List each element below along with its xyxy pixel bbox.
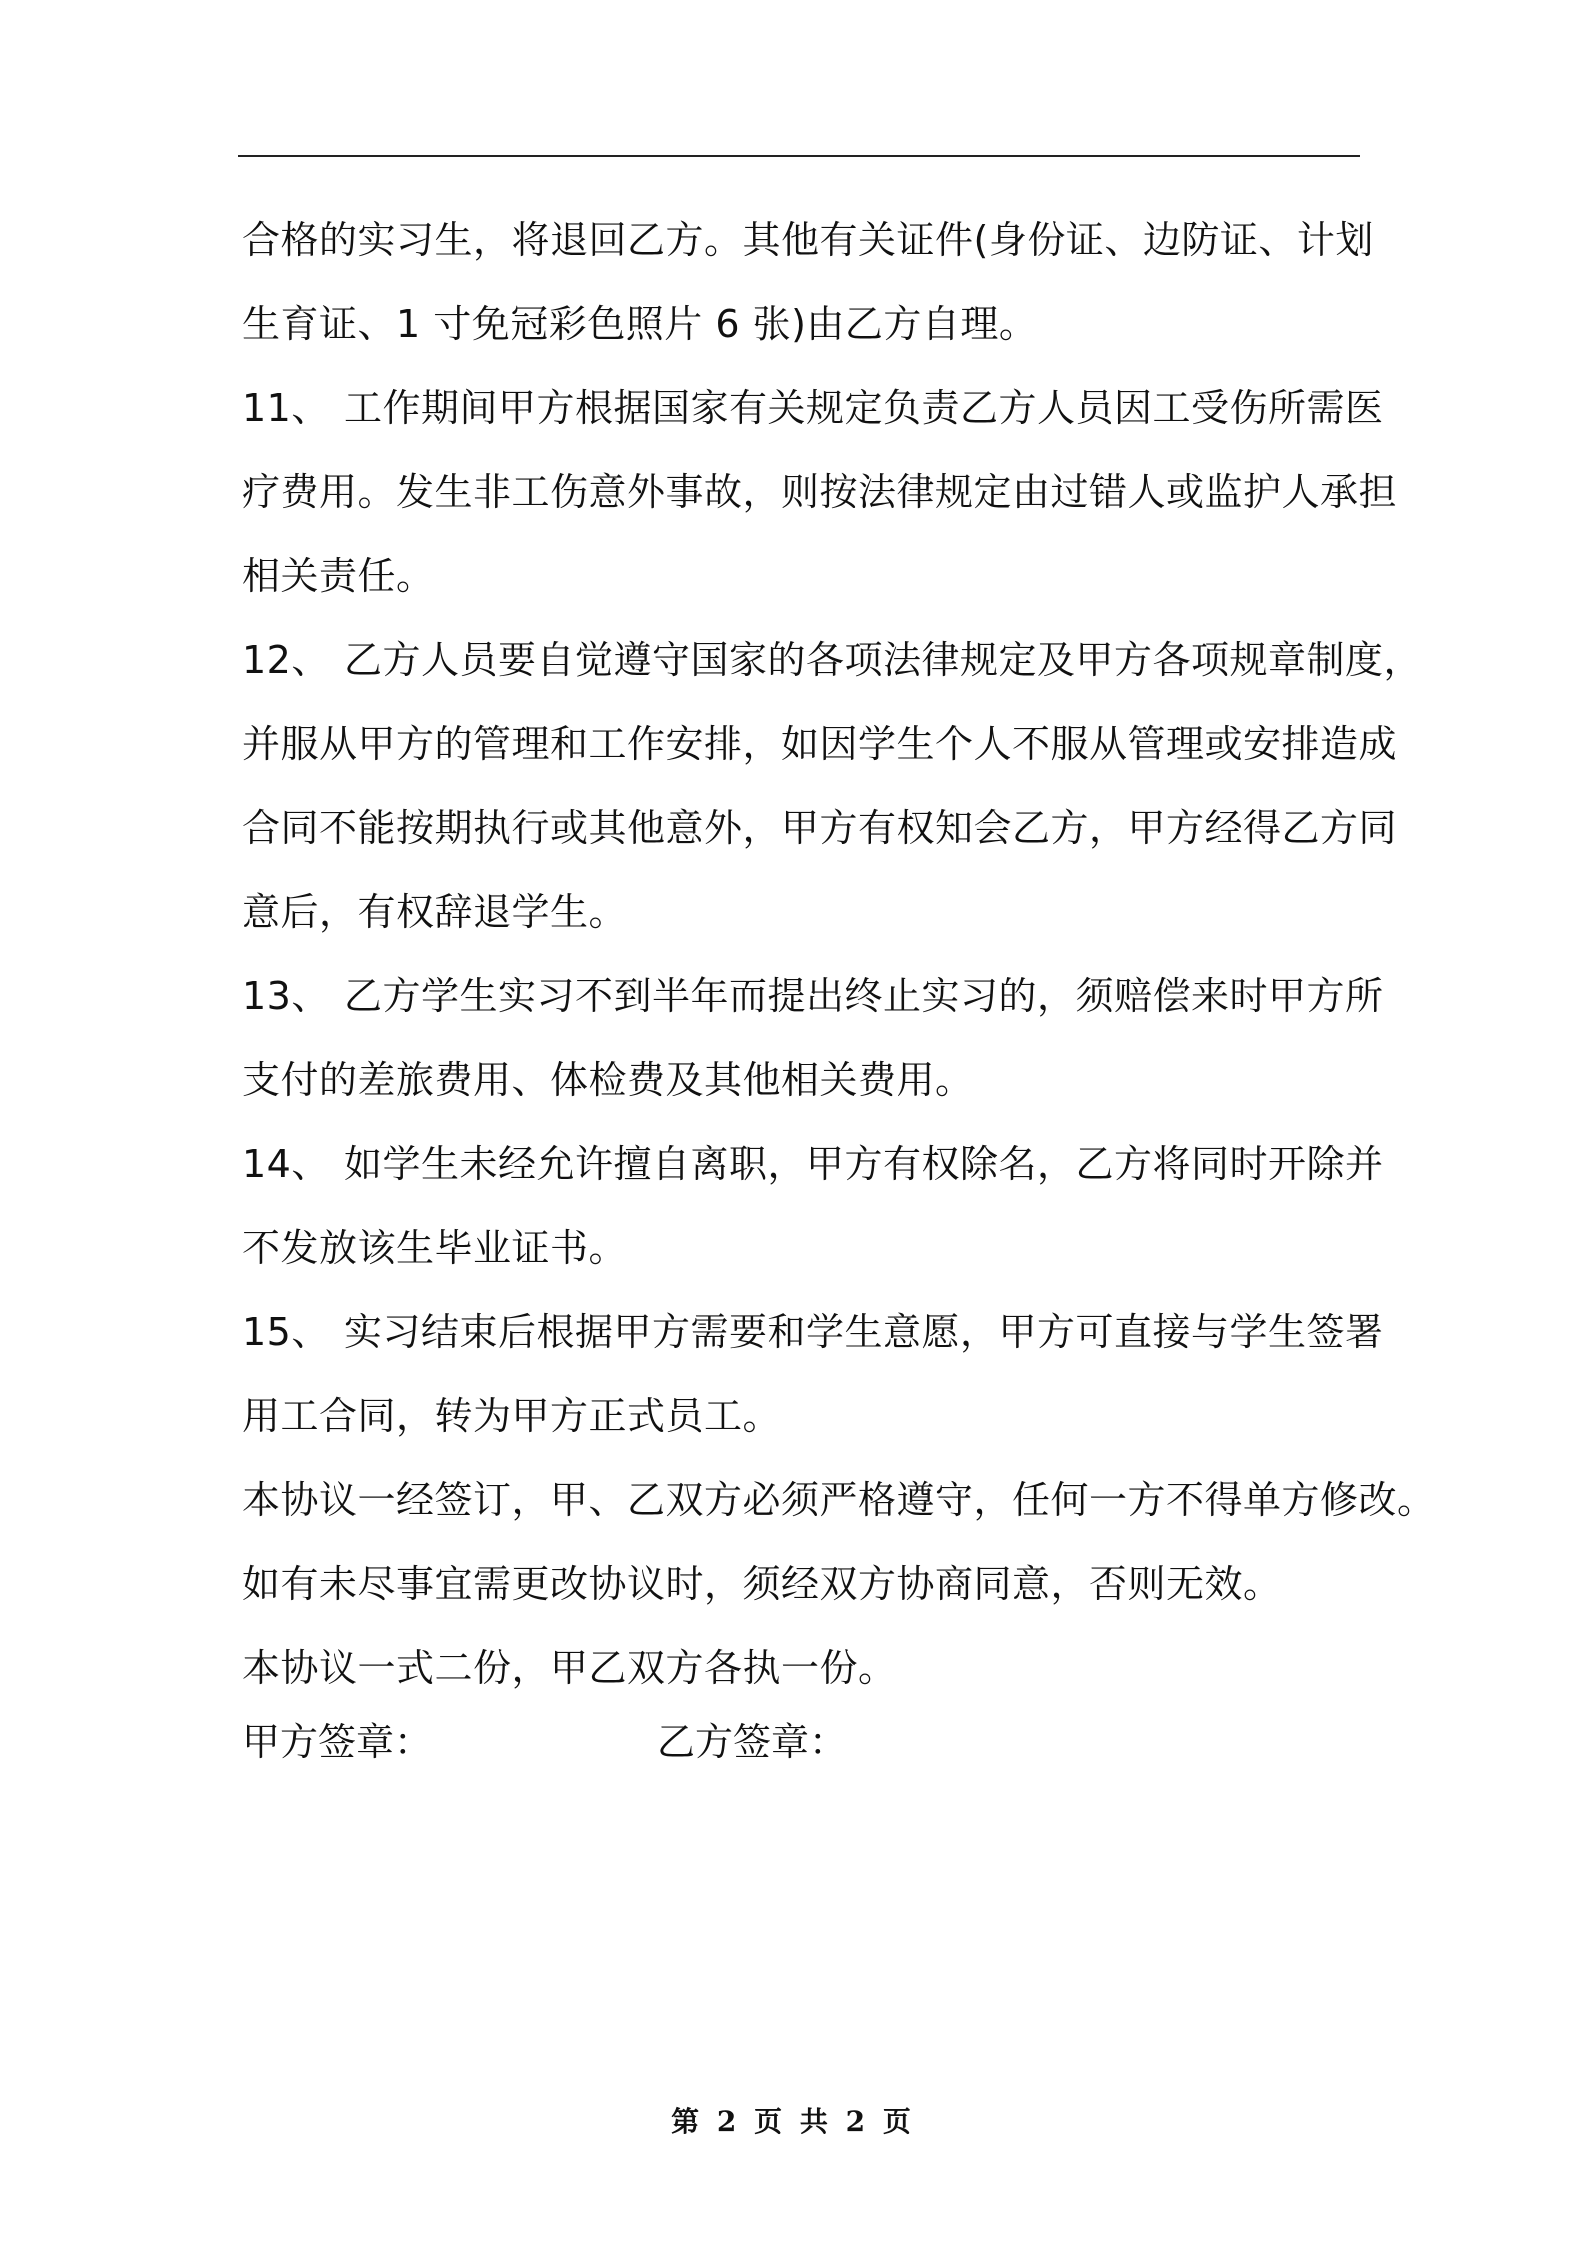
header-rule — [238, 155, 1360, 157]
clause-number: 15、 — [242, 1310, 330, 1354]
clause-11: 11、 工作期间甲方根据国家有关规定负责乙方人员因工受伤所需医 — [242, 366, 1382, 450]
text-line: 支付的差旅费用、体检费及其他相关费用。 — [242, 1058, 974, 1102]
closing-line: 本协议一式二份，甲乙双方各执一份。 — [242, 1646, 897, 1690]
clause-14: 14、 如学生未经允许擅自离职，甲方有权除名，乙方将同时开除并 — [242, 1122, 1382, 1206]
text-line: 意后，有权辞退学生。 — [242, 890, 628, 934]
clause-number: 14、 — [242, 1142, 330, 1186]
party-b-signature-label: 乙方签章： — [657, 1720, 848, 1764]
text-line: 并服从甲方的管理和工作安排，如因学生个人不服从管理或安排造成 — [242, 722, 1398, 766]
text-line: 不发放该生毕业证书。 — [242, 1226, 628, 1270]
text-line: 合格的实习生，将退回乙方。其他有关证件(身份证、边防证、计划 — [242, 218, 1374, 262]
clause-number: 12、 — [242, 638, 330, 682]
clause-number: 11、 — [242, 386, 330, 430]
closing-line: 本协议一经签订，甲、乙双方必须严格遵守，任何一方不得单方修改。 — [242, 1478, 1436, 1522]
clause-number: 13、 — [242, 974, 330, 1018]
party-a-signature-label: 甲方签章： — [242, 1720, 433, 1764]
page-number-footer: 第 2 页 共 2 页 — [671, 2105, 915, 2138]
agreement-body — [242, 198, 1436, 1710]
text-line: 疗费用。发生非工伤意外事故，则按法律规定由过错人或监护人承担 — [242, 470, 1398, 514]
text-line: 合同不能按期执行或其他意外，甲方有权知会乙方，甲方经得乙方同 — [242, 806, 1398, 850]
clause-12: 12、 乙方人员要自觉遵守国家的各项法律规定及甲方各项规章制度， — [242, 618, 1382, 702]
clause-13: 13、 乙方学生实习不到半年而提出终止实习的，须赔偿来时甲方所 — [242, 954, 1382, 1038]
text-line: 生育证、1 寸免冠彩色照片 6 张)由乙方自理。 — [242, 302, 1038, 346]
closing-line: 如有未尽事宜需更改协议时，须经双方协商同意，否则无效。 — [242, 1562, 1282, 1606]
clause-15: 15、 实习结束后根据甲方需要和学生意愿，甲方可直接与学生签署 — [242, 1290, 1382, 1374]
signature-row — [242, 1700, 847, 1784]
text-line: 相关责任。 — [242, 554, 435, 598]
text-line: 用工合同，转为甲方正式员工。 — [242, 1394, 782, 1438]
